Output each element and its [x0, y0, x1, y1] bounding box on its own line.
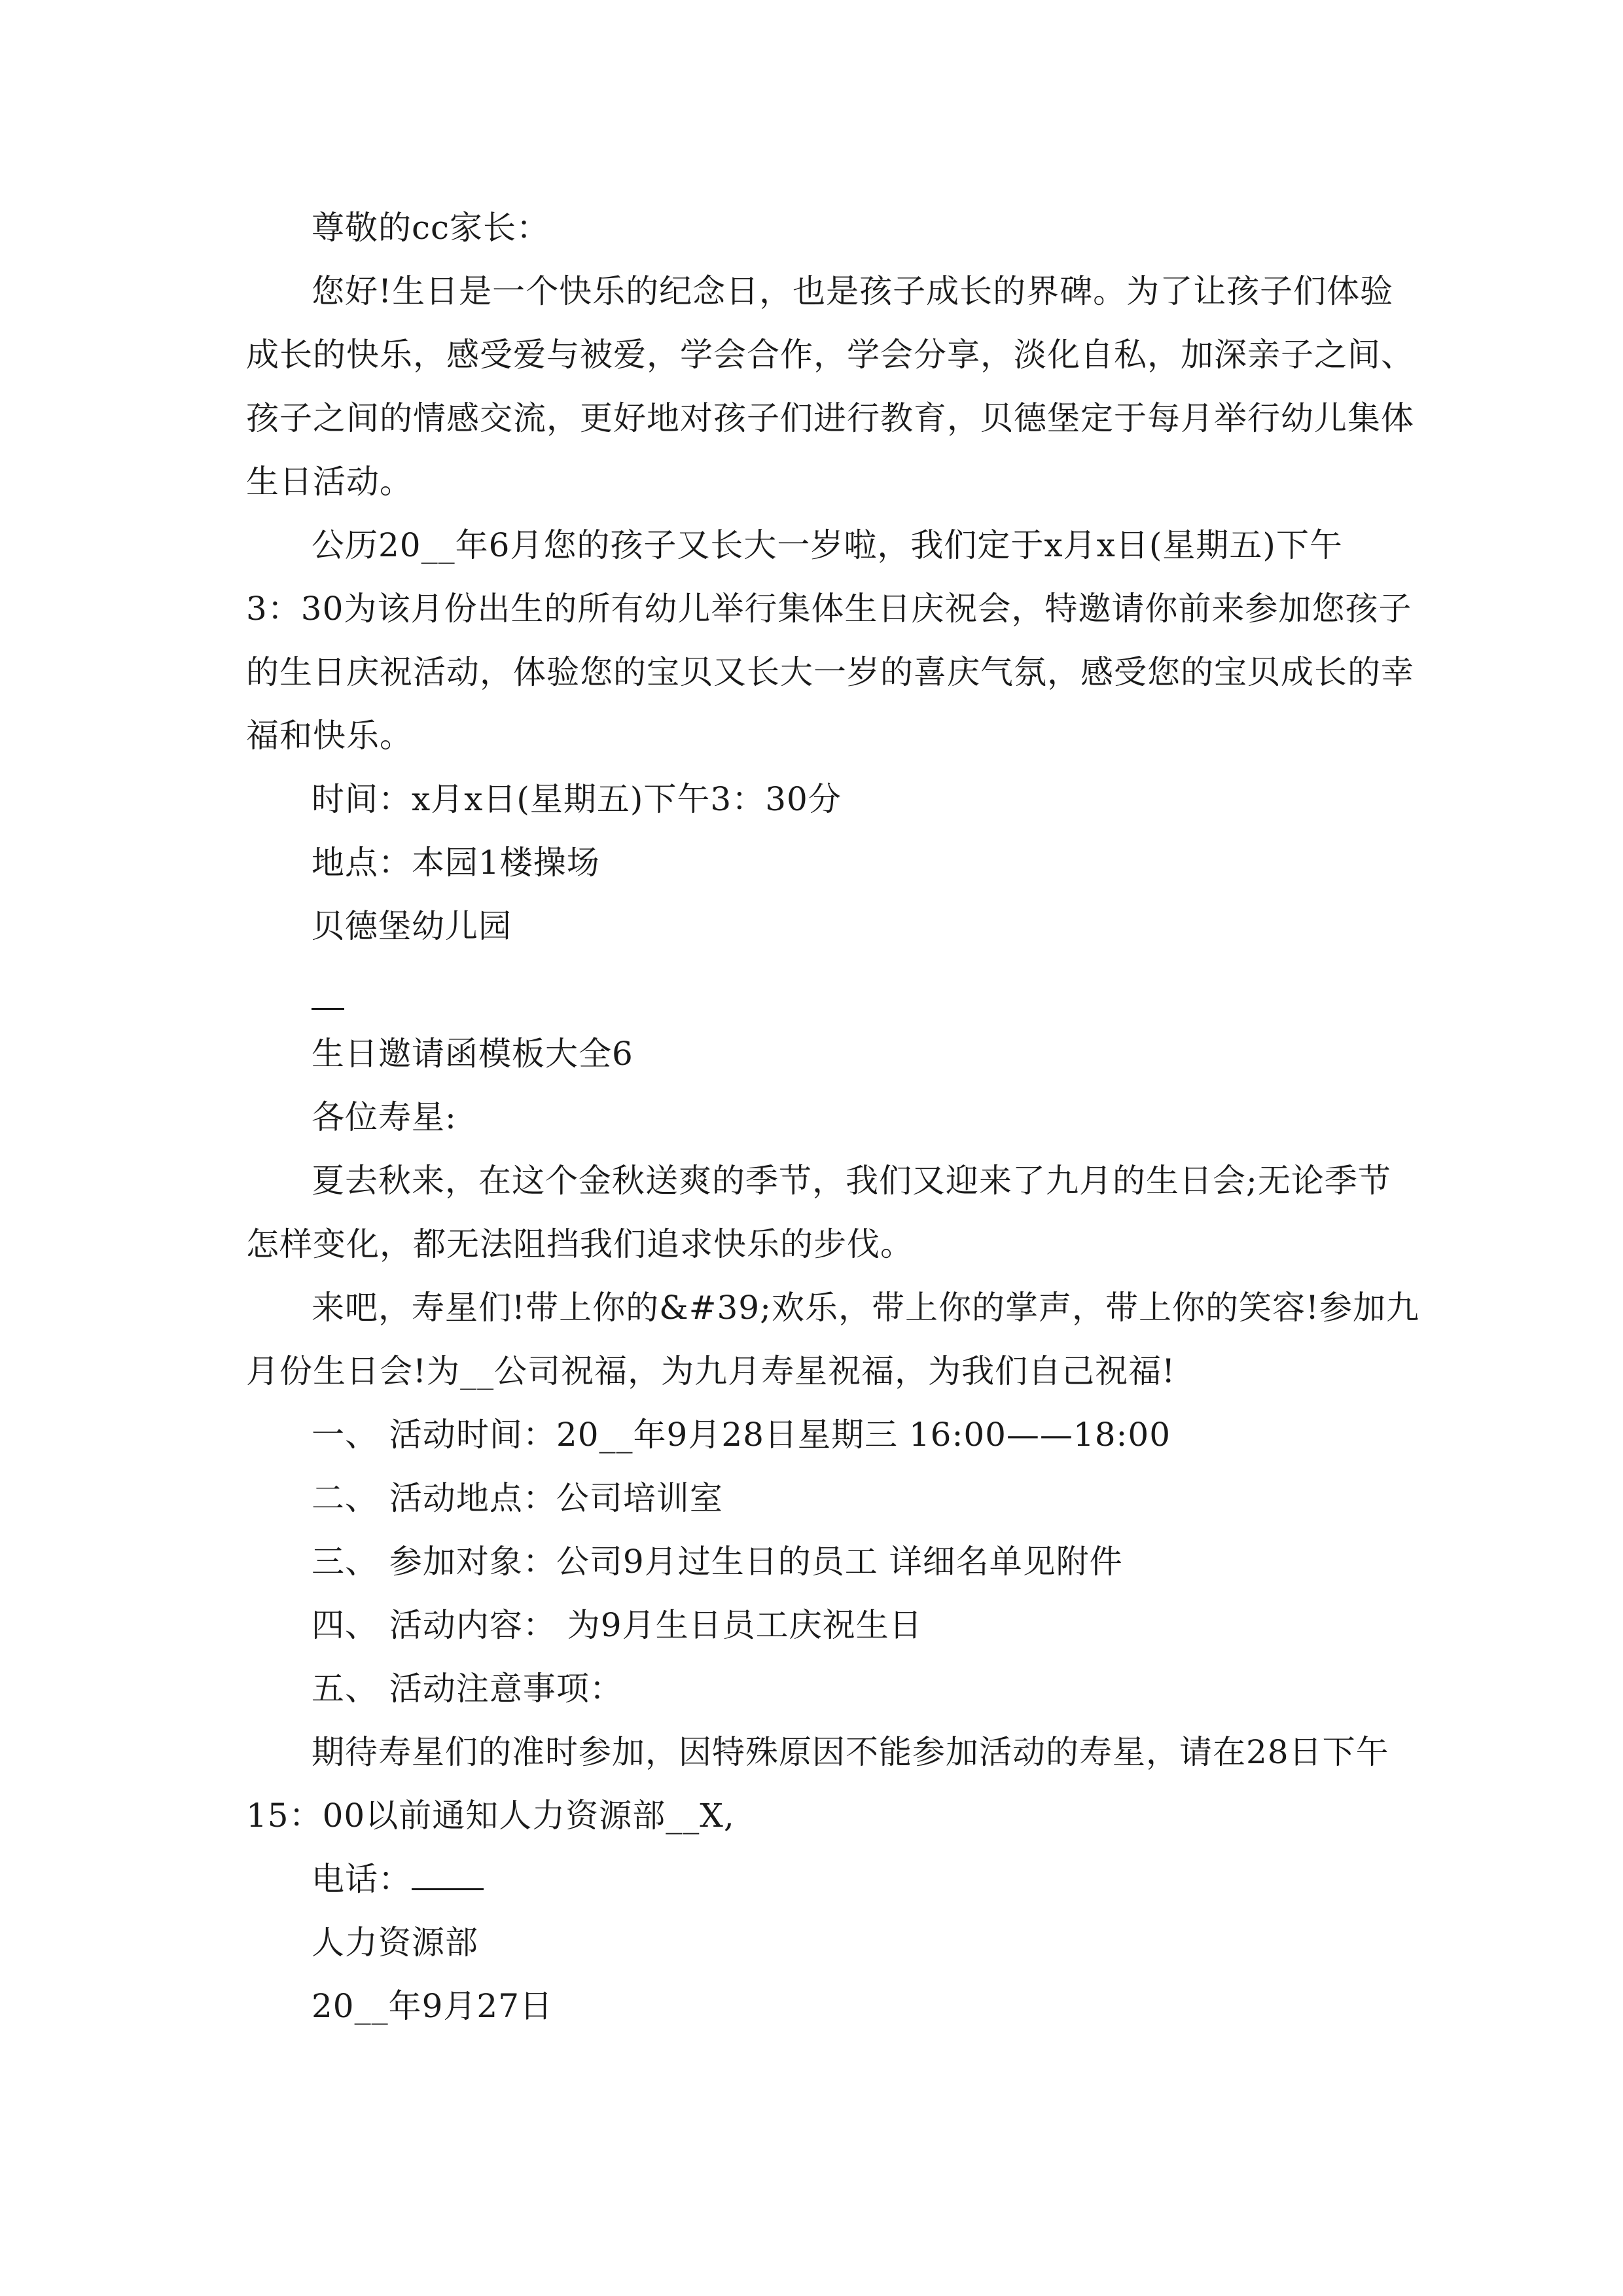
paragraph-line: 来吧，寿星们!带上你的&#39;欢乐，带上你的掌声，带上你的笑容!参加九 — [312, 1289, 1420, 1327]
phone-blank — [412, 1859, 484, 1890]
list-item: 四、 活动内容： 为9月生日员工庆祝生日 — [312, 1606, 923, 1644]
paragraph-line: 月份生日会!为__公司祝福，为九月寿星祝福，为我们自己祝福! — [246, 1352, 1176, 1390]
paragraph-line: 孩子之间的情感交流，更好地对孩子们进行教育，贝德堡定于每月举行幼儿集体 — [246, 399, 1414, 437]
paragraph-line: 您好!生日是一个快乐的纪念日，也是孩子成长的界碑。为了让孩子们体验 — [312, 272, 1394, 310]
paragraph-line: 15：00以前通知人力资源部__X, — [246, 1797, 735, 1835]
event-place: 地点：本园1楼操场 — [312, 844, 600, 882]
section-divider — [312, 1008, 344, 1010]
paragraph-line: 怎样变化，都无法阻挡我们追求快乐的步伐。 — [246, 1225, 914, 1263]
department-signature: 人力资源部 — [312, 1924, 478, 1962]
event-time: 时间：x月x日(星期五)下午3：30分 — [312, 780, 842, 818]
list-item: 二、 活动地点：公司培训室 — [312, 1479, 723, 1517]
phone-line — [312, 1859, 484, 1899]
paragraph-line: 夏去秋来，在这个金秋送爽的季节，我们又迎来了九月的生日会;无论季节 — [312, 1162, 1391, 1200]
paragraph-line: 的生日庆祝活动，体验您的宝贝又长大一岁的喜庆气氛，感受您的宝贝成长的幸 — [246, 653, 1414, 691]
list-item: 一、 活动时间：20__年9月28日星期三 16:00——18:00 — [312, 1416, 1171, 1454]
salutation: 尊敬的cc家长： — [312, 209, 550, 247]
paragraph-line: 成长的快乐，感受爱与被爱，学会合作，学会分享，淡化自私，加深亲子之间、 — [246, 336, 1414, 374]
paragraph-line: 生日活动。 — [246, 463, 413, 501]
phone-label: 电话： — [312, 1860, 412, 1898]
paragraph-line: 公历20__年6月您的孩子又长大一岁啦，我们定于x月x日(星期五)下午 — [312, 526, 1343, 564]
signature: 贝德堡幼儿园 — [312, 907, 512, 945]
list-item: 五、 活动注意事项： — [312, 1670, 623, 1708]
section-heading: 生日邀请函模板大全6 — [312, 1035, 633, 1073]
paragraph-line: 期待寿星们的准时参加，因特殊原因不能参加活动的寿星，请在28日下午 — [312, 1733, 1389, 1771]
letter-date: 20__年9月27日 — [312, 1987, 554, 2025]
list-item: 三、 参加对象：公司9月过生日的员工 详细名单见附件 — [312, 1543, 1123, 1581]
paragraph-line: 3：30为该月份出生的所有幼儿举行集体生日庆祝会，特邀请你前来参加您孩子 — [246, 590, 1412, 628]
paragraph-line: 福和快乐。 — [246, 717, 413, 755]
salutation: 各位寿星: — [312, 1098, 457, 1136]
